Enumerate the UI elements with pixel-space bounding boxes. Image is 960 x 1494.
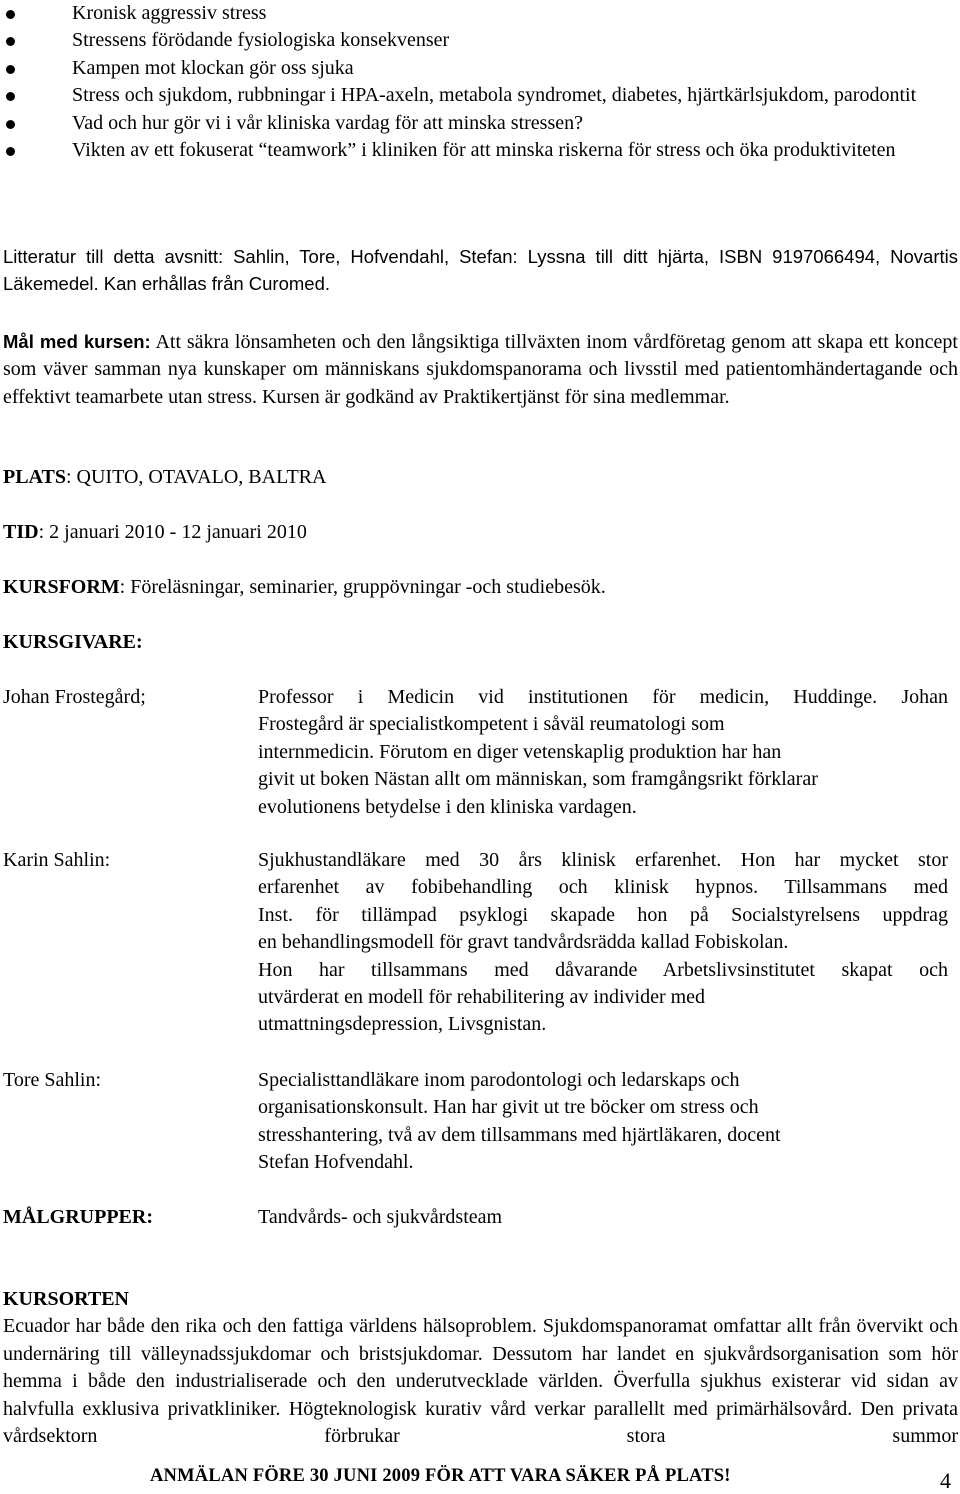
format-value: : Föreläsningar, seminarier, gruppövningar -och studiebesök. [119, 576, 606, 598]
providers-heading: KURSGIVARE: [3, 631, 143, 653]
place-line [3, 464, 958, 491]
literature-reference: Litteratur till detta avsnitt: Sahlin, Tore, Hofvendahl, Stefan: Lyssna till ditt hjärta, ISBN 9197066494, Novartis Läkemedel. Kan erhållas från Curomed. [3, 246, 958, 295]
page-number: 4 [940, 1468, 951, 1493]
place-value: : QUITO, OTAVALO, BALTRA [65, 466, 327, 488]
provider-description: Specialisttandläkare inom parodontologi och ledarskaps och organisationskonsult. Han har givit ut tre böcker om stress och stresshantering, två av dem tillsammans med hjärtläkaren, docent Stefan Hofvendahl. [258, 1069, 781, 1174]
bullet-icon [6, 10, 15, 19]
bullet-icon [6, 92, 15, 101]
bullet-icon [6, 65, 15, 74]
time-value: : 2 januari 2010 - 12 januari 2010 [38, 521, 307, 543]
time-line [3, 519, 958, 546]
list-item: Stress och sjukdom, rubbningar i HPA-axeln, metabola syndromet, diabetes, hjärtkärlsjukdom, parodontit [0, 82, 958, 109]
bullet-icon [6, 147, 15, 156]
target-group-label: MÅLGRUPPER: [3, 1206, 153, 1228]
course-goal-text: Att säkra lönsamheten och den långsiktiga tillväxten inom vårdföretag genom att skapa ett koncept som väver samman nya kunskaper om människans sjukdomspanorama och livsstil med patientomhändertagande och effektivt teamarbete utan stress. Kursen är godkänd av Praktikertjänst för sina medlemmar. [3, 331, 958, 408]
list-item: Vad och hur gör vi i vår kliniska vardag för att minska stressen? [0, 110, 958, 137]
provider-name: Tore Sahlin: [3, 1069, 102, 1091]
list-item: Vikten av ett fokuserat “teamwork” i kliniken för att minska riskerna för stress och öka produktiviteten [0, 137, 958, 164]
list-item: Stressens förödande fysiologiska konsekvenser [0, 27, 958, 54]
list-item: Kronisk aggressiv stress [0, 0, 958, 27]
list-item: Kampen mot klockan gör oss sjuka [0, 55, 958, 82]
provider-name: Karin Sahlin: [3, 849, 111, 871]
place-label: PLATS [3, 466, 66, 488]
bullet-icon [6, 37, 15, 46]
course-goal-label: Mål med kursen: [3, 331, 151, 352]
venue-text: Ecuador har både den rika och den fattiga världens hälsoproblem. Sjukdomspanoramat omfattar allt från övervikt och undernäring till välleynadssjukdomar och bristsjukdomar. Dessutom har landet en sjukvårdsorganisation som hör hemma i både den industrialiserade och den underutvecklade världen. Överfulla sjukhus existerar vid sidan av halvfulla exklusiva privatkliniker. Högteknologisk kurativ vård verkar parallellt med primärhälsovård. Den privata vårdsektorn förbrukar stora summor [3, 1315, 958, 1448]
format-line [3, 574, 958, 601]
format-label: KURSFORM [3, 576, 120, 598]
provider-name: Johan Frostegård; [3, 686, 146, 708]
venue-section [3, 1286, 958, 1450]
time-label: TID [3, 521, 39, 543]
provider-description: Sjukhustandläkare med 30 års klinisk erfarenhet. Hon har mycket stor erfarenhet av fobibehandling och klinisk hypnos. Tillsammans med Inst. för tillämpad psyklogi skapade hon på Socialstyrelsens uppdrag en behandlingsmodell för gravt tandvårdsrädda kallad Fobiskolan. Hon har tillsammans med dåvarande Arbetslivsinstitutet skapat och utvärderat en modell för rehabilitering av individer med utmattningsdepression, Livsgnistan. [258, 849, 948, 1036]
topic-list [0, 0, 958, 164]
registration-notice: ANMÄLAN FÖRE 30 JUNI 2009 FÖR ATT VARA SÄKER PÅ PLATS! [150, 1466, 731, 1486]
course-goal [3, 328, 958, 411]
target-group-value: Tandvårds- och sjukvårdsteam [258, 1206, 503, 1228]
venue-heading: KURSORTEN [3, 1288, 129, 1310]
bullet-icon [6, 120, 15, 129]
provider-description: Professor i Medicin vid institutionen för medicin, Huddinge. Johan Frostegård är specialistkompetent i såväl reumatologi som internmedicin. Förutom en diger vetenskaplig produktion har han givit ut boken Nästan allt om människan, som framgångsrikt förklarar evolutionens betydelse i den kliniska vardagen. [258, 686, 948, 818]
